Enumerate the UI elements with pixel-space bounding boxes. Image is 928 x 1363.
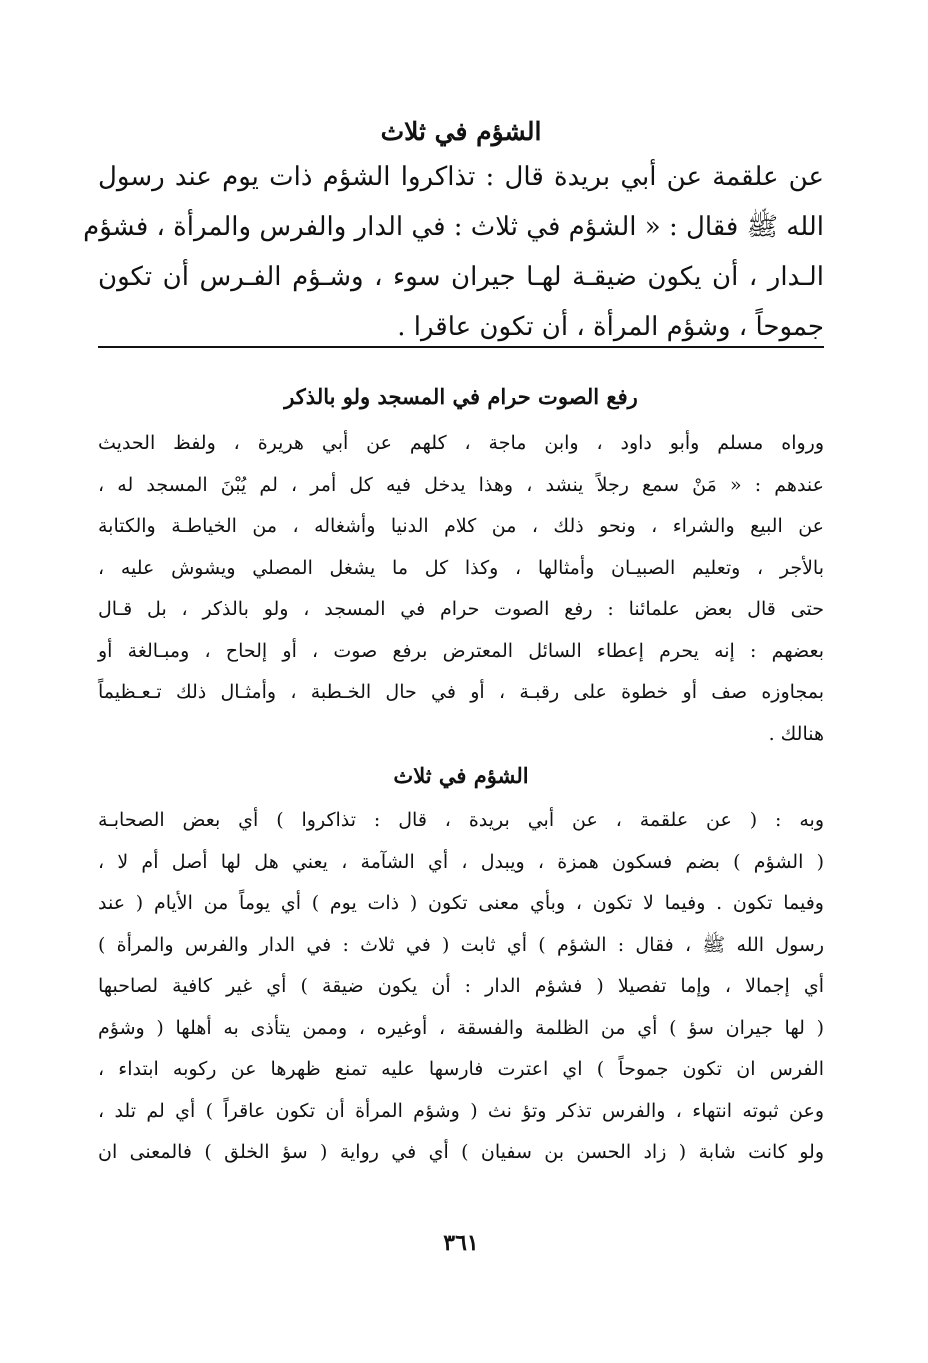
- text-line: عن البيع والشراء ، ونحو ذلك ، من كلام الدنيا وأشغاله ، من الخياطـة والكتابة: [98, 515, 824, 537]
- text-line: ( الشؤم ) بضم فسكون همزة ، ويبدل ، أي الشآمة ، يعني هل لها أصل أم لا ،: [98, 850, 824, 873]
- text-line: ( لها جيران سؤ ) أي من الظلمة والفسقة ، أوغيره ، وممن يتأذى به أهلها ( وشؤم: [98, 1016, 824, 1039]
- text-line: بعضهم : إنه يحرم إعطاء السائل المعترض برفع صوت ، أو إلحاح ، ومبـالغة أو: [98, 639, 824, 662]
- commentary-text-shoum: [98, 800, 824, 1174]
- text-line: أي إجمالا ، وإما تفصيلا ( فشؤم الدار : أن يكون ضيقة ) أي غير كافية لصاحبها: [98, 975, 824, 997]
- footnote-divider: [98, 346, 824, 348]
- text-line: جموحاً ، وشؤم المرأة ، أن تكون عاقرا .: [397, 312, 824, 342]
- text-line: الـدار ، أن يكون ضيقـة لهـا جيران سوء ، وشـؤم الفـرس أن تكون: [98, 262, 824, 292]
- text-line: حتى قال بعض علمائنا : رفع الصوت حرام في المسجد ، ولو بالذكر ، بل قـال: [98, 598, 824, 620]
- text-line: الفرس ان تكون جموحاً ) اي اعترت فارسها عليه تمنع ظهرها عن ركوبه ابتداء ،: [98, 1058, 824, 1080]
- text-line: الله ﷺ فقال : « الشؤم في ثلاث : في الدار والفرس والمرأة ، فشؤم: [83, 212, 824, 242]
- text-line: رسول الله ﷺ ، فقال : الشؤم ) أي ثابت ( في ثلاث : في الدار والفرس والمرأة ): [98, 933, 824, 956]
- text-line: وعن ثبوته انتهاء ، والفرس تذكر وتؤ نث ( وشؤم المرأة أن تكون عاقراً ) أي لم تلد ،: [98, 1099, 824, 1122]
- commentary-title-shoum: الشؤم في ثلاث: [393, 763, 529, 788]
- text-line: ولو كانت شابة ( زاد الحسن بن سفيان ) أي في رواية ( سؤ الخلق ) فالمعنى ان: [98, 1141, 824, 1163]
- text-line: بالأجر ، وتعليم الصبيـان وأمثالها ، وكذا كل ما يشغل المصلي ويشوش عليه ،: [98, 556, 824, 579]
- page-number: ٣٦١: [443, 1230, 479, 1256]
- text-line: وفيما تكون . وفيما لا تكون ، وبأي معنى تكون ( ذات يوم ) أي يوماً من الأيام ( عند: [98, 892, 824, 914]
- text-line: ورواه مسلم وأبو داود ، وابن ماجة ، كلهم عن أبي هريرة ، ولفظ الحديث: [98, 432, 824, 454]
- text-line: هنالك .: [768, 722, 824, 745]
- text-line: بمجاوزه صف أو خطوة على رقبـة ، أو في حال الخـطبة ، وأمثـال ذلك تـعـظيماً: [98, 681, 824, 703]
- text-line: عن علقمة عن أبي بريدة قال : تذاكروا الشؤم ذات يوم عند رسول: [98, 162, 824, 192]
- hadith-text: [83, 152, 824, 352]
- text-line: وبه : ( عن علقمة ، عن أبي بريدة ، قال : تذاكروا ) أي بعض الصحابـة: [98, 809, 824, 831]
- commentary-title-mosque: رفع الصوت حرام في المسجد ولو بالذكر: [284, 384, 638, 409]
- text-line: عندهم : « مَنْ سمع رجلاً ينشد ، وهذا يدخل فيه كل أمر ، لم يُبْنَ المسجد له ،: [98, 473, 824, 496]
- section-title-shoum: الشؤم في ثلاث: [380, 117, 542, 146]
- commentary-text-mosque: [98, 423, 824, 755]
